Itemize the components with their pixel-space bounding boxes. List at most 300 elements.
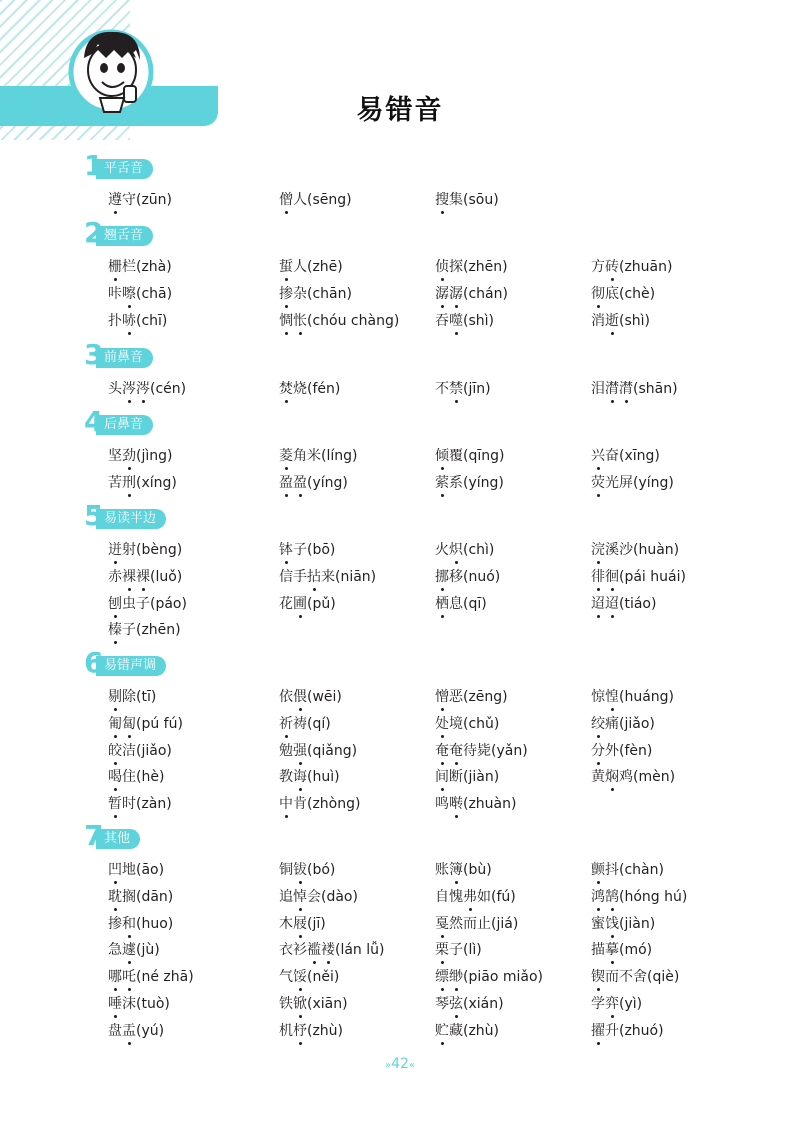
word-entry (279, 794, 360, 814)
section-label: 后鼻音 (96, 415, 153, 435)
word-entry (108, 311, 167, 331)
word-entry (279, 860, 335, 880)
word-entry (108, 594, 187, 614)
entry-pinyin: (jiàn) (619, 915, 656, 932)
entry-pinyin: (zhuó) (619, 1022, 664, 1039)
entry-pinyin: (sōu) (463, 192, 499, 208)
word-entry (108, 887, 173, 907)
section-label: 前鼻音 (96, 348, 153, 368)
word-entry (279, 940, 384, 960)
entry-word: 蜇人 (279, 259, 307, 275)
word-entry (435, 311, 494, 331)
entry-word: 荧光屏 (591, 474, 633, 491)
entry-word: 栖息 (435, 595, 463, 612)
word-entry (279, 967, 339, 987)
emphasis-dot (597, 881, 600, 884)
entry-pinyin: (páo) (150, 595, 187, 612)
entry-row (0, 714, 800, 740)
entry-pinyin: (yíng) (633, 474, 674, 491)
entry-word: 鸿鹄 (591, 888, 619, 905)
entry-pinyin: (fú) (491, 888, 516, 905)
emphasis-dot (114, 615, 117, 618)
word-entry (591, 446, 660, 466)
entry-pinyin: (chóu chàng) (307, 312, 400, 329)
emphasis-dot (441, 211, 444, 214)
emphasis-dot (441, 615, 444, 618)
entry-pinyin: (mèn) (633, 769, 676, 786)
entry-word: 迸射 (108, 542, 136, 558)
emphasis-dot (611, 788, 614, 791)
entry-word: 信手拈来 (279, 568, 335, 585)
entry-pinyin: (pái huái) (619, 568, 686, 585)
emphasis-dot (128, 494, 131, 497)
word-entry (279, 284, 352, 304)
entry-word: 栗子 (435, 942, 463, 959)
entry-pinyin: (chī) (136, 312, 168, 329)
emphasis-dot (285, 278, 288, 281)
emphasis-dot (114, 788, 117, 791)
entry-pinyin: (něi) (307, 969, 340, 986)
emphasis-dot (114, 641, 117, 644)
entry-pinyin: (zhēn) (463, 259, 508, 275)
entry-word: 唾沫 (108, 996, 136, 1012)
entry-word: 掺杂 (279, 285, 307, 302)
entry-pinyin: (bó) (307, 862, 336, 878)
word-entry (435, 379, 491, 399)
word-entry (279, 687, 342, 707)
entry-pinyin: (zhēn) (136, 622, 181, 639)
word-entry (108, 860, 164, 880)
word-entry (435, 741, 528, 761)
entry-row (0, 567, 800, 593)
entry-word: 榛子 (108, 622, 136, 639)
entry-pinyin: (qī) (463, 595, 487, 612)
emphasis-dot (128, 735, 131, 738)
word-entry (591, 1021, 664, 1041)
word-entry (108, 940, 160, 960)
entry-word: 中肯 (279, 796, 307, 813)
emphasis-dot (597, 1042, 600, 1045)
entry-word: 处境 (435, 715, 463, 732)
entry-pinyin: (fén) (307, 381, 341, 397)
entry-pinyin: (chè) (619, 285, 656, 302)
word-entry (108, 687, 156, 707)
entry-pinyin: (jiǎo) (619, 715, 655, 732)
entry-pinyin: (qí) (307, 715, 331, 732)
entry-word: 分外 (591, 742, 619, 759)
entry-pinyin: (lán lǚ) (335, 942, 385, 959)
entry-word: 机杼 (279, 1022, 307, 1039)
word-entry (435, 473, 504, 493)
entry-word: 钵子 (279, 542, 307, 558)
emphasis-dot (299, 988, 302, 991)
entry-word: 木屐 (279, 915, 307, 932)
emphasis-dot (285, 735, 288, 738)
word-entry (279, 994, 348, 1014)
entry-word: 喝住 (108, 769, 136, 786)
word-entry (108, 1021, 164, 1041)
entry-pinyin: (pú fú) (136, 715, 183, 732)
entry-word: 皎洁 (108, 742, 136, 759)
entry-word: 消逝 (591, 312, 619, 329)
emphasis-dot (299, 615, 302, 618)
word-entry (279, 594, 336, 614)
word-entry (591, 714, 655, 734)
word-entry (435, 257, 508, 277)
entry-row (0, 620, 800, 646)
word-entry (435, 914, 518, 934)
entry-pinyin: (tiáo) (619, 595, 657, 612)
emphasis-dot (441, 588, 444, 591)
emphasis-dot (597, 735, 600, 738)
entry-word: 绞痛 (591, 715, 619, 732)
emphasis-dot (611, 278, 614, 281)
word-entry (591, 967, 679, 987)
word-entry (435, 446, 504, 466)
emphasis-dot (299, 788, 302, 791)
entry-pinyin: (nuó) (463, 568, 501, 585)
entry-pinyin: (jiàn) (463, 769, 500, 786)
emphasis-dot (597, 494, 600, 497)
entry-word: 铁锨 (279, 996, 307, 1012)
entry-pinyin: (shì) (619, 312, 650, 329)
emphasis-dot (128, 1042, 131, 1045)
entry-row (0, 540, 800, 566)
entry-word: 彻底 (591, 285, 619, 302)
word-entry (108, 794, 172, 814)
entry-word: 衣衫褴褛 (279, 942, 335, 959)
entry-word: 贮藏 (435, 1022, 463, 1039)
section-label: 易读半边 (96, 509, 166, 529)
entry-row (0, 446, 800, 472)
entry-row (0, 741, 800, 767)
word-entry (435, 967, 543, 987)
emphasis-dot (441, 494, 444, 497)
word-entry (279, 767, 340, 787)
emphasis-dot (142, 400, 145, 403)
entry-pinyin: (huì) (307, 769, 340, 786)
word-entry (108, 567, 182, 587)
emphasis-dot (597, 467, 600, 470)
entry-pinyin: (pǔ) (307, 595, 336, 612)
word-entry (435, 594, 487, 614)
entry-word: 刨虫子 (108, 595, 150, 612)
word-entry (279, 567, 376, 587)
entry-pinyin: (jī) (307, 915, 326, 932)
word-entry (279, 914, 326, 934)
emphasis-dot (455, 305, 458, 308)
word-entry (435, 284, 508, 304)
word-entry (435, 860, 492, 880)
entry-row (0, 284, 800, 310)
emphasis-dot (114, 735, 117, 738)
entry-word: 剔除 (108, 689, 136, 705)
entry-pinyin: (bèng) (136, 542, 183, 558)
emphasis-dot (128, 935, 131, 938)
entry-word: 惆怅 (279, 312, 307, 329)
entry-word: 戛然而止 (435, 915, 491, 932)
entry-pinyin: (shì) (463, 312, 494, 329)
entry-word: 奄奄待毙 (435, 742, 491, 759)
entry-pinyin: (xiān) (307, 996, 348, 1012)
word-entry (279, 190, 352, 210)
entry-word: 不禁 (435, 381, 463, 397)
entry-pinyin: (jiǎo) (136, 742, 172, 759)
emphasis-dot (611, 400, 614, 403)
word-entry (435, 687, 508, 707)
entry-pinyin: (né zhā) (136, 969, 194, 986)
entry-row (0, 473, 800, 499)
emphasis-dot (327, 961, 330, 964)
entry-word: 火炽 (435, 542, 463, 558)
entry-row (0, 940, 800, 966)
word-entry (108, 741, 172, 761)
right-arrow-icon: « (408, 1060, 416, 1071)
word-entry (279, 473, 348, 493)
entry-pinyin: (yíng) (463, 474, 504, 491)
entry-pinyin: (chán) (463, 285, 508, 302)
section-number: 7 (84, 819, 104, 852)
word-entry (591, 540, 679, 560)
entry-word: 坚劲 (108, 448, 136, 464)
word-entry (108, 714, 183, 734)
word-entry (435, 714, 499, 734)
entry-word: 追悼会 (279, 888, 321, 905)
entry-pinyin: (zhē) (307, 259, 343, 275)
emphasis-dot (597, 588, 600, 591)
emphasis-dot (455, 881, 458, 884)
entry-pinyin: (xíng) (136, 474, 177, 491)
emphasis-dot (299, 494, 302, 497)
emphasis-dot (128, 332, 131, 335)
word-entry (591, 860, 664, 880)
entry-word: 栅栏 (108, 259, 136, 275)
entry-word: 浣溪沙 (591, 542, 633, 558)
entry-word: 盘盂 (108, 1022, 136, 1039)
emphasis-dot (455, 332, 458, 335)
emphasis-dot (597, 762, 600, 765)
entry-word: 哪吒 (108, 969, 136, 986)
entry-pinyin: (chān) (307, 285, 352, 302)
entry-word: 萦系 (435, 474, 463, 491)
emphasis-dot (299, 332, 302, 335)
emphasis-dot (597, 908, 600, 911)
entry-word: 缥缈 (435, 969, 463, 986)
emphasis-dot (114, 815, 117, 818)
entry-word: 迢迢 (591, 595, 619, 612)
entry-word: 憎恶 (435, 689, 463, 705)
emphasis-dot (299, 1042, 302, 1045)
emphasis-dot (597, 988, 600, 991)
emphasis-dot (455, 1015, 458, 1018)
entry-word: 气馁 (279, 969, 307, 986)
entry-pinyin: (bù) (463, 862, 492, 878)
word-entry (279, 540, 335, 560)
word-entry (591, 914, 655, 934)
emphasis-dot (441, 788, 444, 791)
emphasis-dot (611, 615, 614, 618)
entry-pinyin: (wēi) (307, 689, 342, 705)
emphasis-dot (128, 305, 131, 308)
emphasis-dot (285, 400, 288, 403)
entry-pinyin: (zūn) (136, 192, 173, 208)
emphasis-dot (114, 561, 117, 564)
emphasis-dot (455, 815, 458, 818)
entry-row (0, 594, 800, 620)
entry-pinyin: (piāo miǎo) (463, 969, 543, 986)
word-entry (591, 473, 674, 493)
word-entry (591, 284, 655, 304)
entry-word: 盈盈 (279, 474, 307, 491)
emphasis-dot (128, 467, 131, 470)
entry-row (0, 860, 800, 886)
section-label: 其他 (96, 829, 140, 849)
entry-word: 鸣啭 (435, 796, 463, 813)
entry-pinyin: (luǒ) (150, 568, 183, 585)
emphasis-dot (611, 908, 614, 911)
word-entry (279, 311, 399, 331)
entry-pinyin: (zēng) (463, 689, 508, 705)
entry-word: 蜜饯 (591, 915, 619, 932)
word-entry (435, 767, 499, 787)
entry-row (0, 967, 800, 993)
entry-word: 擢升 (591, 1022, 619, 1039)
entry-word: 遵守 (108, 192, 136, 208)
entry-pinyin: (lì) (463, 942, 482, 959)
entry-pinyin: (zhà) (136, 259, 172, 275)
entry-row (0, 914, 800, 940)
entry-pinyin: (huo) (136, 915, 174, 932)
emphasis-dot (285, 211, 288, 214)
entry-row (0, 379, 800, 405)
entry-pinyin: (zhù) (307, 1022, 344, 1039)
entry-pinyin: (fèn) (619, 742, 653, 759)
emphasis-dot (114, 988, 117, 991)
emphasis-dot (285, 815, 288, 818)
entry-row (0, 1021, 800, 1047)
word-entry (108, 190, 172, 210)
emphasis-dot (597, 305, 600, 308)
emphasis-dot (114, 1015, 117, 1018)
entry-pinyin: (dān) (136, 888, 174, 905)
entry-word: 泪潸潸 (591, 381, 633, 397)
entry-word: 赤裸裸 (108, 568, 150, 585)
emphasis-dot (114, 908, 117, 911)
emphasis-dot (114, 211, 117, 214)
word-entry (591, 257, 672, 277)
page-number (0, 1056, 800, 1072)
word-entry (591, 687, 674, 707)
entry-word: 描摹 (591, 942, 619, 959)
entry-word: 方砖 (591, 259, 619, 275)
entry-word: 祈祷 (279, 715, 307, 732)
entry-pinyin: (qiè) (647, 969, 680, 986)
entry-pinyin: (mó) (619, 942, 653, 959)
entry-word: 头涔涔 (108, 381, 150, 397)
entry-word: 学弈 (591, 996, 619, 1012)
word-entry (591, 311, 650, 331)
emphasis-dot (441, 935, 444, 938)
entry-word: 铜钹 (279, 862, 307, 878)
emphasis-dot (611, 1015, 614, 1018)
entry-row (0, 687, 800, 713)
word-entry (279, 446, 357, 466)
word-entry (591, 567, 686, 587)
word-entry (591, 940, 652, 960)
entry-word: 暂时 (108, 796, 136, 813)
entry-word: 挪移 (435, 568, 463, 585)
word-entry (591, 767, 675, 787)
entry-word: 掺和 (108, 915, 136, 932)
entry-pinyin: (huáng) (619, 689, 675, 705)
emphasis-dot (128, 988, 131, 991)
entry-pinyin: (chàn) (619, 862, 664, 878)
entry-pinyin: (cén) (150, 381, 187, 397)
word-entry (591, 994, 642, 1014)
emphasis-dot (455, 762, 458, 765)
entry-word: 勉强 (279, 742, 307, 759)
entry-word: 花圃 (279, 595, 307, 612)
word-entry (108, 257, 172, 277)
entry-word: 侦探 (435, 259, 463, 275)
entry-pinyin: (huàn) (633, 542, 680, 558)
entry-word: 黄焖鸡 (591, 769, 633, 786)
emphasis-dot (114, 708, 117, 711)
entry-word: 间断 (435, 769, 463, 786)
entry-pinyin: (niān) (335, 568, 377, 585)
word-entry (279, 714, 331, 734)
word-entry (279, 741, 357, 761)
word-entry (435, 794, 516, 814)
emphasis-dot (625, 400, 628, 403)
word-entry (108, 446, 172, 466)
entry-word: 僧人 (279, 192, 307, 208)
emphasis-dot (128, 961, 131, 964)
emphasis-dot (455, 400, 458, 403)
entry-pinyin: (zhuàn) (463, 796, 517, 813)
entry-pinyin: (zhuān) (619, 259, 673, 275)
entry-word: 颤抖 (591, 862, 619, 878)
entry-word: 教诲 (279, 769, 307, 786)
section-label: 翘舌音 (96, 226, 153, 246)
entry-pinyin: (yǎn) (491, 742, 528, 759)
word-entry (108, 540, 182, 560)
emphasis-dot (299, 762, 302, 765)
section-number: 4 (84, 405, 104, 438)
entry-word: 潺潺 (435, 285, 463, 302)
word-entry (591, 594, 656, 614)
emphasis-dot (441, 278, 444, 281)
entry-pinyin: (āo) (136, 862, 165, 878)
entry-row (0, 190, 800, 216)
emphasis-dot (597, 615, 600, 618)
entry-word: 琴弦 (435, 996, 463, 1012)
entry-word: 账簿 (435, 862, 463, 878)
emphasis-dot (441, 305, 444, 308)
section-number: 1 (84, 149, 104, 182)
emphasis-dot (611, 332, 614, 335)
word-entry (108, 620, 181, 640)
word-entry (591, 887, 687, 907)
entry-pinyin: (shān) (633, 381, 678, 397)
word-entry (435, 994, 504, 1014)
entry-pinyin: (bō) (307, 542, 336, 558)
entry-pinyin: (chā) (136, 285, 173, 302)
word-entry (435, 567, 500, 587)
word-entry (108, 994, 170, 1014)
entry-pinyin: (tī) (136, 689, 157, 705)
entry-pinyin: (tuò) (136, 996, 170, 1012)
